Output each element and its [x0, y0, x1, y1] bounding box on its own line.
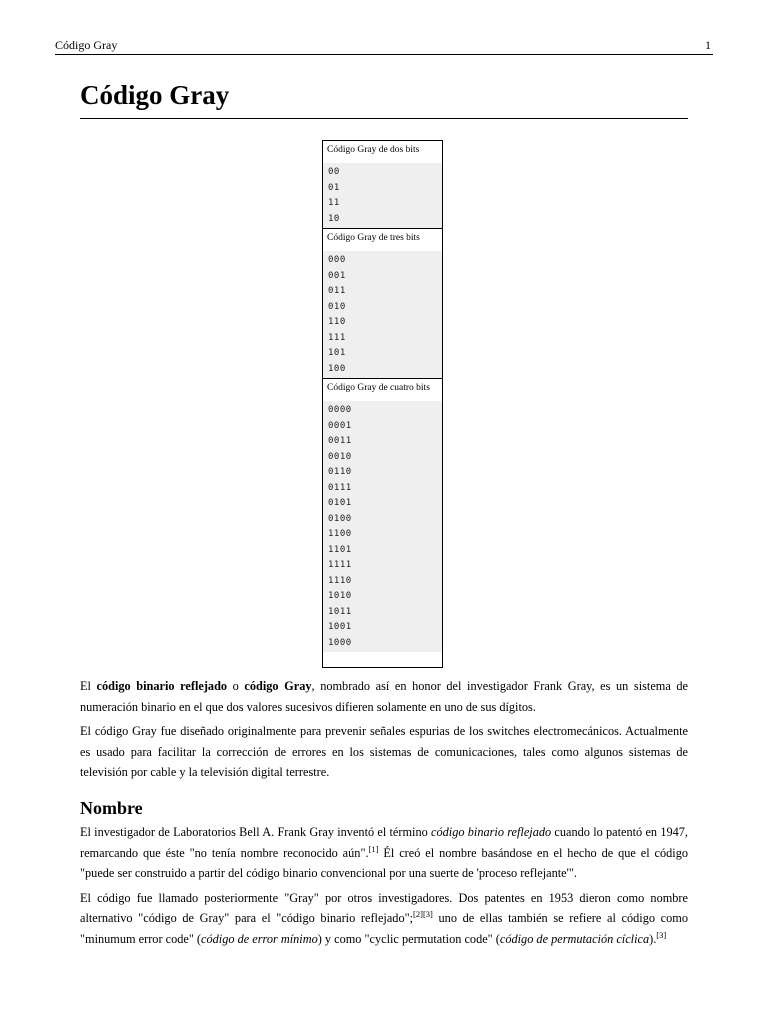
text-run: cuando lo patentó en 1947, remarcando que éste "no tenía nombre reconocido aún".	[80, 825, 688, 860]
code-row: 0101	[328, 498, 352, 508]
gray-code-table	[322, 140, 443, 668]
code-row: 0111	[328, 482, 352, 493]
intro-paragraph-1	[80, 676, 688, 717]
code-row: 1101	[328, 544, 352, 555]
table-section-two-bits	[323, 141, 442, 228]
bold-term: código Gray	[244, 679, 312, 693]
intro-section	[80, 676, 688, 787]
code-row: 00	[328, 167, 340, 177]
code-row: 111	[328, 332, 346, 343]
code-row: 100	[328, 363, 346, 374]
section-heading-nombre: Nombre	[80, 798, 143, 818]
nombre-section	[80, 822, 688, 953]
nombre-paragraph-2	[80, 888, 688, 950]
italic-term: código de error mínimo	[201, 931, 318, 946]
intro-paragraph-2: El código Gray fue diseñado originalmente para prevenir señales espurias de los switches electromecánicos. Actualmente es usado para facilitar la corrección de errores en los sistemas de comunicaciones, tales como algunos sistemas de televisión por cable y la televisión digital terrestre.	[80, 724, 688, 779]
bold-term: código binario reflejado	[96, 679, 228, 693]
table-section-header: Código Gray de tres bits	[323, 229, 442, 251]
text-run: El investigador de Laboratorios Bell A. Frank Gray inventó el término	[80, 825, 432, 839]
code-row: 010	[328, 301, 346, 312]
table-section-header: Código Gray de cuatro bits	[323, 379, 442, 401]
text-run: o	[227, 679, 245, 693]
text-run: ).	[649, 931, 657, 946]
code-row: 1010	[328, 591, 352, 601]
code-row: 0011	[328, 436, 352, 446]
code-row: 101	[328, 348, 346, 358]
code-row: 0000	[328, 405, 352, 415]
code-row: 011	[328, 286, 346, 296]
code-row: 01	[328, 182, 340, 193]
running-head-title: Código Gray	[55, 38, 118, 52]
table-section-four-bits	[323, 378, 442, 652]
code-row: 1001	[328, 622, 352, 632]
code-row: 11	[328, 198, 340, 208]
code-row: 1110	[328, 575, 352, 586]
code-row: 10	[328, 213, 340, 224]
code-row: 0001	[328, 420, 352, 431]
nombre-paragraph-1	[80, 822, 688, 884]
code-row: 1000	[328, 637, 352, 648]
code-row: 0100	[328, 513, 352, 524]
table-section-header: Código Gray de dos bits	[323, 141, 442, 163]
code-row: 0010	[328, 451, 352, 462]
table-section-codes	[323, 251, 442, 378]
table-section-codes	[323, 401, 442, 652]
page-title: Código Gray	[80, 78, 688, 119]
code-row: 0110	[328, 467, 352, 477]
text-run: El código fue llamado posteriormente "Gray" por otros investigadores. Dos patentes en 1953 dieron como nombre alternativo "código de Gray" para el "código binario reflejado";	[80, 890, 688, 925]
reference-link[interactable]: [2][3]	[413, 909, 433, 919]
text-run: ) y como "cyclic permutation code" (	[317, 931, 500, 946]
table-section-three-bits	[323, 228, 442, 378]
reference-link[interactable]: [1]	[368, 843, 379, 854]
text-run: uno de ellas también se refiere al código como "minumum error code" (	[80, 911, 688, 946]
running-head	[55, 38, 713, 55]
text-run: El	[80, 679, 97, 693]
code-row: 1100	[328, 529, 352, 539]
code-row: 110	[328, 317, 346, 327]
italic-term: código binario reflejado	[431, 825, 552, 839]
reference-link[interactable]: [3]	[656, 929, 667, 940]
table-section-codes	[323, 163, 442, 228]
code-row: 000	[328, 255, 346, 265]
text-run: Él creó el nombre basándose en el hecho de que el código "puede ser construido a partir del código binario convencional por una suerte de 'proceso reflejante'".	[80, 845, 689, 880]
code-row: 1011	[328, 606, 352, 617]
text-run: , nombrado así en honor del investigador Frank Gray, es un sistema de numeración binario en el que dos valores sucesivos difieren solamente en uno de sus dígitos.	[80, 679, 689, 714]
italic-term: código de permutación cíclica	[499, 931, 650, 946]
page-number: 1	[705, 38, 711, 52]
code-row: 1111	[328, 560, 352, 570]
code-row: 001	[328, 270, 346, 281]
